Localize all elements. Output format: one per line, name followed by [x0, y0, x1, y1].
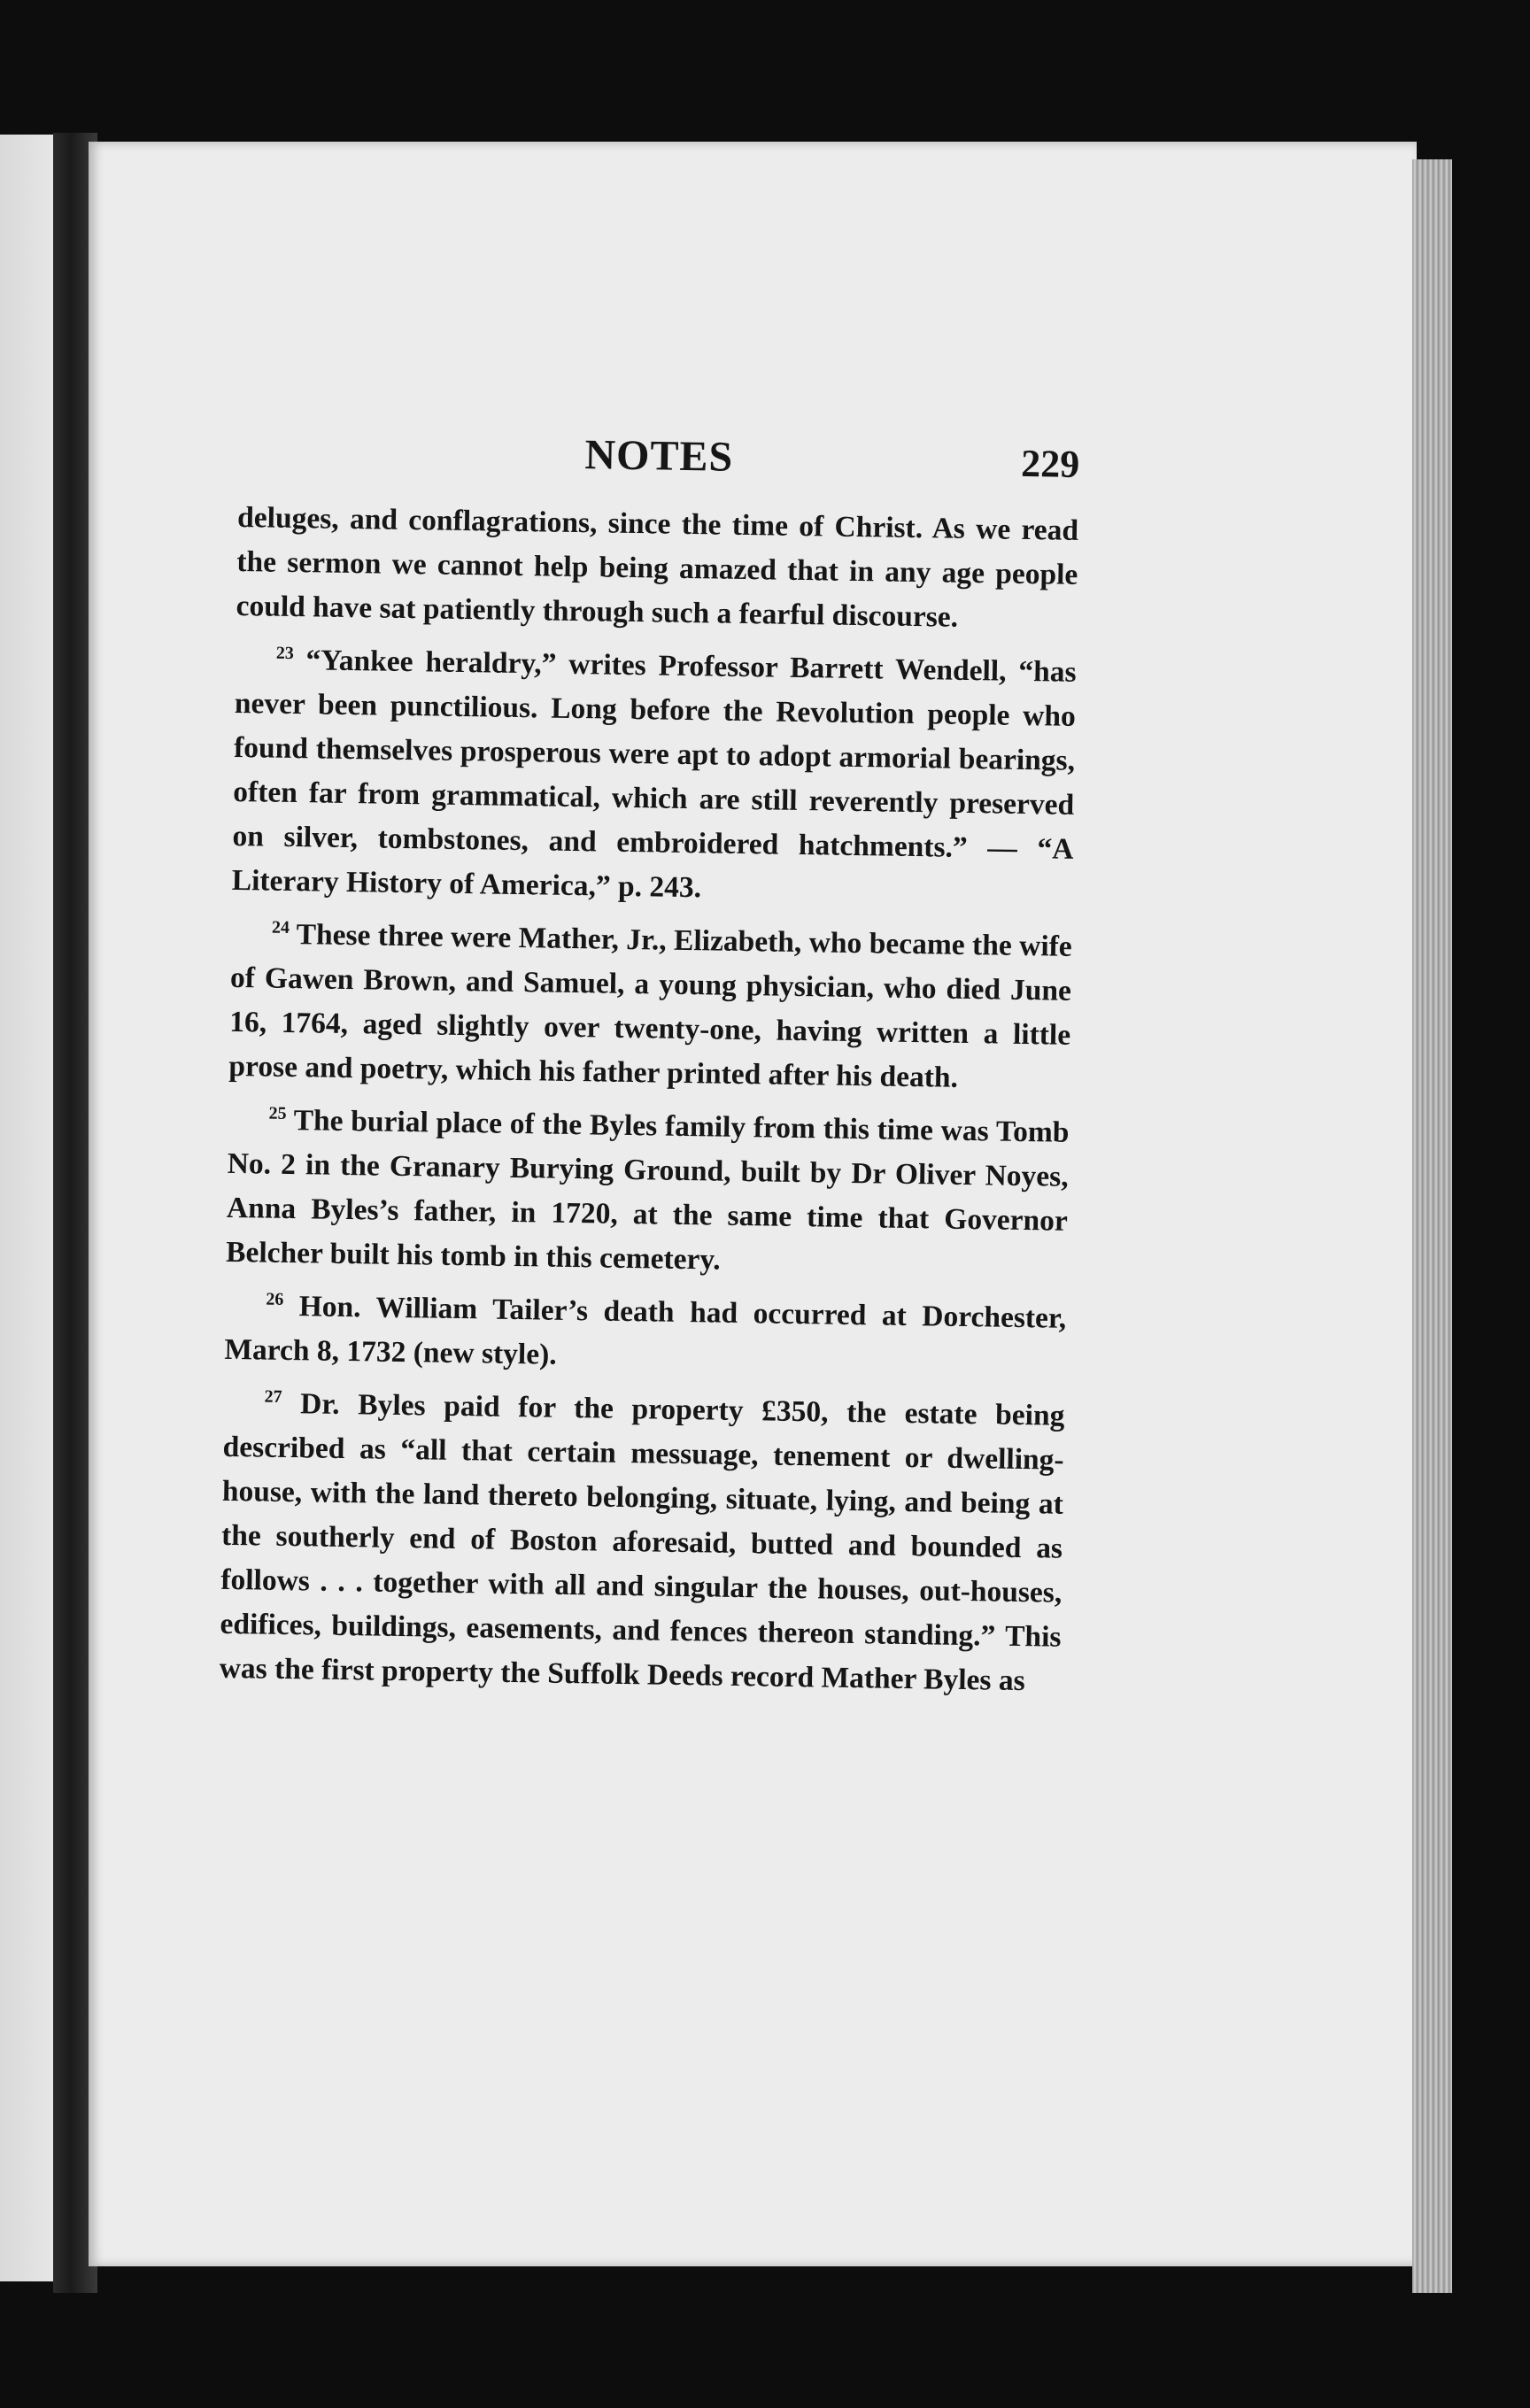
page-edges — [1412, 159, 1452, 2293]
note-marker: 24 — [271, 917, 290, 938]
note-marker: 23 — [275, 643, 294, 664]
note-marker: 27 — [264, 1386, 282, 1407]
paragraph-text: deluges, and conflagrations, since the time of Christ. As we read the sermon we cannot help being amazed that in any age people could have sat patiently through such a fearful discourse. — [236, 500, 1079, 634]
note-27 — [219, 1381, 1064, 1704]
note-26 — [224, 1284, 1066, 1385]
running-header — [238, 416, 1080, 509]
page-content — [219, 416, 1080, 1713]
note-marker: 25 — [268, 1103, 287, 1123]
note-text: Hon. William Tailer’s death had occurred at Dorchester, March 8, 1732 (new style). — [224, 1290, 1067, 1371]
notes-text — [219, 496, 1078, 1704]
paragraph — [236, 496, 1078, 642]
note-marker: 26 — [266, 1289, 284, 1309]
note-text: Dr. Byles paid for the property £350, the estate being described as “all that certain messuage, tenement or dwelling-house, with the land thereto belonging, situate, lying, and being at the southerly end of Boston aforesaid, butted and bounded as follows . . . together with all and singular the houses, out-houses, edifices, buildings, easements, and fences thereon standing.” This was the first property the Suffolk Deeds record Mather Byles as — [219, 1387, 1065, 1698]
running-title: NOTES — [584, 431, 734, 481]
note-25 — [226, 1098, 1070, 1288]
page-number: 229 — [1020, 441, 1080, 486]
note-text: These three were Mather, Jr., Elizabeth, who became the wife of Gawen Brown, and Samuel, a young physician, who died June 16, 1764, aged slightly over twenty-one, having written a little prose and poetry, which his father printed after his death. — [228, 918, 1072, 1094]
note-23 — [231, 637, 1077, 916]
note-text: The burial place of the Byles family from this time was Tomb No. 2 in the Granary Burying Ground, built by Dr Oliver Noyes, Anna Byles’s father, in 1720, at the same time that Governor Belcher built his tomb in this cemetery. — [225, 1104, 1070, 1277]
note-24 — [228, 912, 1072, 1102]
note-text: “Yankee heraldry,” writes Professor Barrett Wendell, “has never been punctilious. Long before the Revolution people who found themselves prosperous were apt to adopt armorial bearings, often far from grammatical, which are still reverently preserved on silver, tombstones, and embroidered hatchments.” — “A Literary History of America,” p. 243. — [231, 644, 1077, 905]
